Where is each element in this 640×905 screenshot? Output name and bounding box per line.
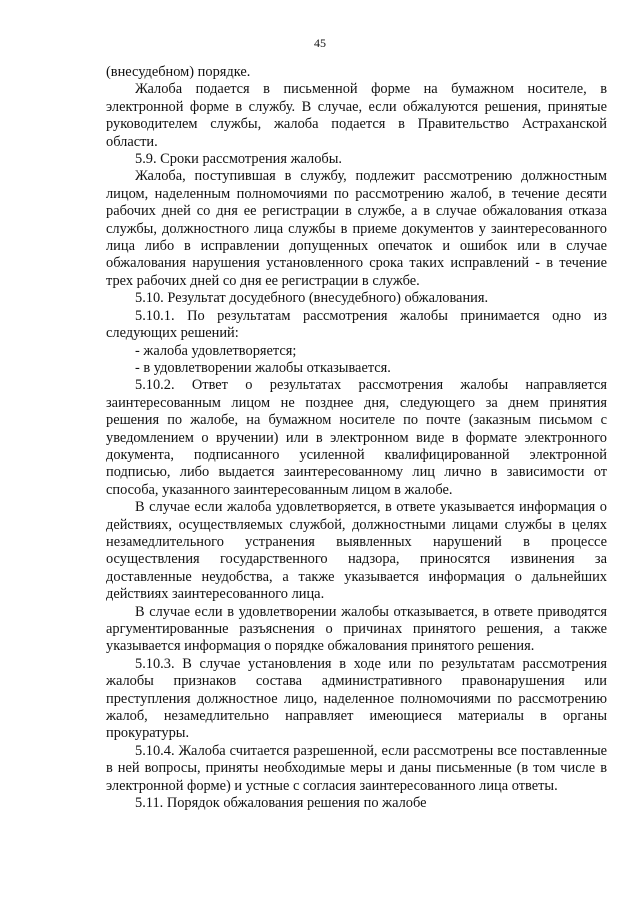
paragraph-5-10-4: 5.10.4. Жалоба считается разрешенной, если рассмотрены все поставленные в ней вопросы, приняты необходимые меры и даны письменные (в том числе в электронной форме) и устные с согласия заинтересованного лица ответы.	[106, 742, 607, 794]
paragraph-5-10-1: 5.10.1. По результатам рассмотрения жалобы принимается одно из следующих решений:	[106, 307, 607, 342]
list-item-satisfied: - жалоба удовлетворяется;	[135, 342, 297, 359]
paragraph-continuation: (внесудебном) порядке.	[106, 64, 251, 80]
paragraph-complaint-submission: Жалоба подается в письменной форме на бумажном носителе, в электронной форме в службу. В случае, если обжалуются решения, принятые руководителем службы, жалоба подается в Правительство Астраханской области.	[106, 81, 607, 150]
list-item-refused: - в удовлетворении жалобы отказывается.	[135, 359, 391, 376]
paragraph-review-terms: Жалоба, поступившая в службу, подлежит рассмотрению должностным лицом, наделенным полномочиями по рассмотрению жалоб, в течение десяти рабочих дней со дня ее регистрации в службе, а в случае обжалования отказа службы, должностного лица службы в приеме документов у заинтересованного лица либо в исправлении допущенных опечаток и ошибок или в случае обжалования нарушения установленного срока таких исправлений - в течение трех рабочих дней со дня ее регистрации в службе.	[106, 168, 607, 289]
page-number: 45	[314, 36, 326, 50]
paragraph-5-10-3: 5.10.3. В случае установления в ходе или по результатам рассмотрения жалобы признаков состава административного правонарушения или преступления должностное лицо, наделенное полномочиями по рассмотрению жалоб, незамедлительно направляет имеющиеся материалы в органы прокуратуры.	[106, 655, 607, 742]
paragraph-5-10-2: 5.10.2. Ответ о результатах рассмотрения жалобы направляется заинтересованным лицом не позднее дня, следующего за днем принятия решения по жалобе, на бумажном носителе по почте (заказным письмом с уведомлением о вручении) или в электронном виде в формате электронного документа, подписанного усиленной квалифицированной электронной подписью, либо выдается заинтересованному лиц лично в зависимости от способа, указанного заинтересованным лицом в жалобе.	[106, 377, 607, 498]
section-heading-5-9: 5.9. Сроки рассмотрения жалобы.	[135, 151, 343, 168]
paragraph-if-satisfied: В случае если жалоба удовлетворяется, в ответе указывается информация о действиях, осуществляемых службой, должностными лицами службы в целях незамедлительного устранения выявленных нарушений в процессе осуществления государственного надзора, приносятся извинения за доставленные неудобства, а также указывается информация о дальнейших действиях заинтересованного лица.	[106, 499, 607, 603]
body-text	[106, 64, 607, 812]
section-heading-5-11: 5.11. Порядок обжалования решения по жалобе	[135, 795, 427, 812]
paragraph-if-refused: В случае если в удовлетворении жалобы отказывается, в ответе приводятся аргументированные разъяснения о причинах принятого решения, а также указывается информация о порядке обжалования принятого решения.	[106, 603, 607, 655]
section-heading-5-10: 5.10. Результат досудебного (внесудебного) обжалования.	[135, 290, 489, 307]
